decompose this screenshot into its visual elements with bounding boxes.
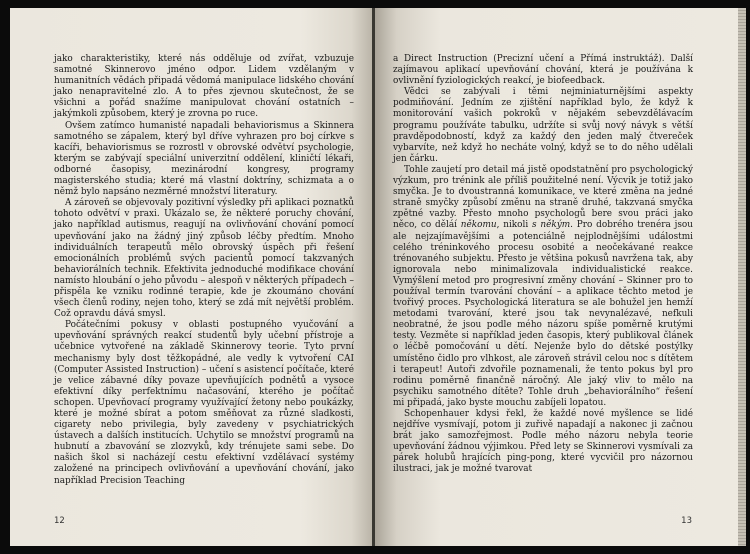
left-page-text bbox=[54, 54, 354, 487]
right-page bbox=[375, 8, 738, 546]
paragraph-text: , nikoli bbox=[496, 220, 532, 231]
paragraph: Ovšem zatímco humanisté napadali behaviorismus a Skinnera samotného se zápalem, který byl dříve vyhrazen pro boj církve s kacíři, behaviorismus se rozrostl v obrovské odvětví psychologie, kterým se zabývají speciální univerzitní oddělení, kliničtí lékaři, odborné časopisy, mezinárodní kongresy, programy magisterského studia; které má vlastní doktríny, schizmata a o němž bylo napsáno nezměrné množství literatury. bbox=[54, 120, 354, 198]
paragraph bbox=[393, 54, 693, 87]
paragraph-text: Vědci se zabývali i těmi nejminiaturnějšími aspekty podmiňování. Jedním ze zjištění například bylo, že když k monitorování vašich pokroků v nějakém sebevzdělávacím programu používáte tabulku, udržíte si svůj nový návyk s větší pravděpodobností, když za každý den jeden malý čtvereček vybarvíte, než když ho necháte volný, když se to do něho udělali jen čárku. bbox=[393, 87, 693, 164]
italic-text: někomu bbox=[460, 220, 497, 231]
italic-text: s někým bbox=[532, 220, 571, 231]
paragraph bbox=[393, 409, 693, 476]
right-page-text bbox=[393, 54, 693, 476]
paragraph-text: Schopenhauer kdysi řekl, že každé nové myšlence se lidé nejdříve vysmívají, potom ji zuřivě napadají a nakonec ji začnou brát jako samozřejmost. Podle mého názoru nebyla teorie upevňování žádnou výjimkou. Před lety se Skinnerovi vysmívali za párek holubů hrajících ping-pong, které vycvičil pro názornou ilustraci, jak je možné tvarovat bbox=[393, 409, 693, 475]
left-page bbox=[10, 8, 373, 546]
paragraph: Počátečními pokusy v oblasti postupného vyučování a upevňování správných reakcí studentů byly učební přístroje a učebnice vytvořené na základě Skinnerovy teorie. Tyto první mechanismy byly dost těžkopádné, ale vedly k vytvoření CAI (Computer Assisted Instruction) – učení s asistencí počítače, které je velice zábavné díky povaze upevňujících podnětů a vysoce efektivní díky perfektnímu načasování, kterého je počítač schopen. Upevňovací programy využívající žetony nebo poukázky, které je možné sbírat a potom směňovat za různé sladkosti, cigarety nebo privilegia, byly zavedeny v psychiatrických ústavech a dalších institucích. Uchytilo se množství programů na hubnutí a zbavování se zlozvyků, kdy trénujete sami sebe. Do našich škol si nacházejí cestu efektivní vzdělávací systémy založené na principech ovlivňování a upevňování chování, jako například Precision Teaching bbox=[54, 320, 354, 486]
paragraph-text: Tohle zaujetí pro detail má jistě opodstatnění pro psychologický výzkum, pro trénink ale příliš použitelné není. Výcvik je totiž jako smyčka. Je to dvoustranná komunikace, ve které změna na jedné straně smyčky způsobí změnu na straně druhé, takzvaná smyčka zpětné vazby. Přesto mnoho psychologů bere svou práci jako něco, co děláí bbox=[393, 164, 693, 231]
page-number: 13 bbox=[681, 516, 692, 526]
paragraph: A zároveň se objevovaly pozitivní výsledky při aplikaci poznatků tohoto odvětví v praxi. Ukázalo se, že některé poruchy chování, jako například autismus, reagují na ovlivňování chování pomocí upevňování jako na žádný jiný způsob léčby předtím. Mnoho individuálních terapeutů mělo obrovský úspěch při řešení emocionálních problémů svých pacientů pomocí takzvaných behaviorálních technik. Efektivita jednoduché modifikace chování namísto hloubání o jeho původu – alespoň v některých případech – přispěla ke vzniku rodinné terapie, kde je zkoumáno chování všech členů rodiny, nejen toho, který se zdá mít největší problém. Což opravdu dává smysl. bbox=[54, 198, 354, 320]
paragraph bbox=[393, 165, 693, 409]
paragraph bbox=[393, 87, 693, 165]
paragraph-text: a Direct Instruction (Precizní učení a Přímá instruktáž). Další zajímavou aplikací upevňování chování, která je používána k ovlivnění fyziologických reakcí, je biofeedback. bbox=[393, 54, 693, 87]
page-number: 12 bbox=[54, 516, 65, 526]
paragraph: jako charakteristiky, které nás odděluje od zvířat, vzbuzuje samotné Skinnerovo jméno odpor. Lidem vzdělaným v humanitních vědách připadá vědomá manipulace lidského chování jako nenapravitelné zlo. A to přes zjevnou skutečnost, že se všichni a pořád snažíme manipulovat chování ostatních – jakýmkoli způsobem, který je zrovna po ruce. bbox=[54, 54, 354, 120]
paragraph-text: . Pro dobrého trenéra jsou ale nejzajímavějšími a potenciálně nejplodnějšími událostmi celého tréninkového procesu osobité a neočekávané reakce trénovaného subjektu. Přesto je většina pokusů navržena tak, aby ignorovala nebo minimalizovala individualistické reakce. Vymýšlení metod pro progresivní změny chování – Skinner pro to používal termín tvarování chování – a aplikace těchto metod je tvořivý proces. Psychologická literatura se ale bohužel jen hemží metodami tvarování, které jsou tak nevynalézavé, nefkuli neobratné, že jsou podle mého názoru spíše poměrně krutými testy. Vezměte si například jeden časopis, který publikoval článek o léčbě pomočování u dětí. Nejenže bylo do dětské postýlky umístěno čidlo pro vlhkost, ale zároveň strávil celou noc s dítětem i terapeut! Autoři zdvořile poznamenali, že tento pokus byl pro rodinu poměrně finančně náročný. Ale jaký vliv to mělo na psychiku samotného dítěte? Tohle druh „behaviorálního“ řešení mi připadá, jako byste mouchu zabíjeli lopatou. bbox=[393, 220, 693, 408]
page-edges bbox=[738, 8, 746, 546]
